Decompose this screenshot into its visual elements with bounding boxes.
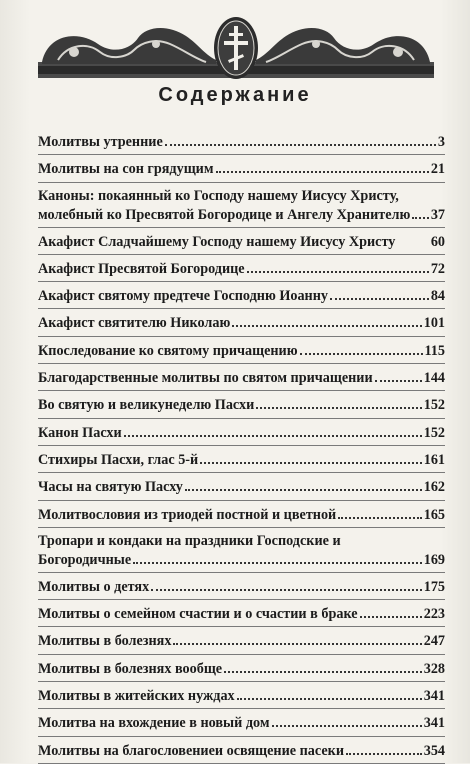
toc-entry — [38, 737, 445, 764]
dot-leader — [330, 287, 429, 300]
toc-entry-title-line1: Каноны: покаянный ко Господу нашему Иисусу Христу, — [38, 187, 399, 204]
toc-entry-page: 60 — [430, 233, 445, 250]
toc-entry-title: Молитвы в болезнях вообще — [38, 660, 223, 677]
toc-entry-page: 101 — [423, 315, 445, 332]
toc-entry-title-line2: Богородичные — [38, 551, 132, 568]
dot-leader — [247, 260, 429, 273]
dot-leader — [165, 133, 436, 146]
toc-entry-title: Молитвословия из триодей постной и цветной — [38, 506, 337, 523]
toc-entry-title: Молитвы на благословениеи освящение пасеки — [38, 742, 345, 759]
toc-entry-title: Молитвы о семейном счастии и о счастии в браке — [38, 606, 358, 623]
toc-entry-page: 152 — [423, 397, 445, 414]
toc-entry — [38, 473, 445, 500]
toc-entry — [38, 600, 445, 627]
toc-entry-page: 152 — [423, 424, 445, 441]
toc-entry-title-line2: молебный ко Пресвятой Богородице и Ангелу Хранителю — [38, 206, 411, 223]
dot-leader — [173, 632, 421, 645]
toc-entry — [38, 419, 445, 446]
toc-entry-page: 247 — [423, 633, 445, 650]
toc-entry-title: Во святую и великунеделю Пасхи — [38, 397, 255, 414]
header-ornament — [38, 14, 434, 84]
toc-entry-page: 21 — [430, 161, 445, 178]
toc-entry-title-line1: Тропари и кондаки на праздники Господские и — [38, 532, 341, 549]
toc-entry — [38, 337, 445, 364]
toc-entry-page: 84 — [430, 288, 445, 305]
dot-leader — [216, 160, 429, 173]
toc-entry-page: 144 — [423, 370, 445, 387]
dot-leader — [151, 578, 422, 591]
toc-entry-title: Молитвы на сон грядущим — [38, 161, 214, 178]
toc-entry-title: Часы на святую Пасху — [38, 479, 183, 496]
toc-entry-title: Стихиры Пасхи, глас 5-й — [38, 451, 199, 468]
dot-leader — [256, 396, 421, 409]
dot-leader — [133, 551, 422, 564]
dot-leader — [200, 451, 422, 464]
toc-entry-page: 341 — [423, 715, 445, 732]
dot-leader — [185, 478, 422, 491]
toc-entry — [38, 128, 445, 155]
page-title: Содержание — [158, 84, 312, 106]
toc-entry-page: 161 — [423, 451, 445, 468]
toc-entry — [38, 682, 445, 709]
toc-entry — [38, 228, 445, 255]
toc-entry — [38, 155, 445, 182]
toc-entry — [38, 282, 445, 309]
toc-entry-page: 354 — [423, 742, 445, 759]
dot-leader — [232, 314, 421, 327]
toc-entry — [38, 528, 445, 573]
toc-entry-page: 37 — [430, 206, 445, 223]
toc-entry-page: 341 — [423, 688, 445, 705]
dot-leader — [237, 687, 422, 700]
toc-entry-page: 72 — [430, 260, 445, 277]
dot-leader — [397, 235, 428, 246]
toc-entry-page: 169 — [423, 551, 445, 568]
dot-leader — [412, 206, 428, 219]
toc-entry — [38, 183, 445, 228]
dot-leader — [272, 714, 422, 727]
toc-entry — [38, 573, 445, 600]
dot-leader — [338, 506, 421, 519]
toc-entry-title: Акафист святому предтече Господню Иоанну — [38, 288, 329, 305]
dot-leader — [346, 742, 422, 755]
toc-entry-title: Канон Пасхи — [38, 424, 122, 441]
toc-entry — [38, 255, 445, 282]
dot-leader — [360, 605, 422, 618]
toc-entry-title: Акафист Сладчайшему Господу нашему Иисусу Христу — [38, 233, 396, 250]
toc-entry — [38, 501, 445, 528]
toc-entry-title: Молитвы в болезнях — [38, 633, 172, 650]
toc-entry — [38, 655, 445, 682]
toc-entry-page: 328 — [423, 660, 445, 677]
toc-entry — [38, 364, 445, 391]
dot-leader — [375, 369, 422, 382]
toc-entry — [38, 446, 445, 473]
toc-entry-title: Кпоследование ко святому причащению — [38, 342, 298, 359]
toc-entry-page: 175 — [423, 578, 445, 595]
toc-entry-title: Молитвы о детях — [38, 578, 150, 595]
toc-entry-title: Молитвы в житейских нуждах — [38, 688, 235, 705]
toc-entry-page: 3 — [437, 134, 445, 150]
toc-entry — [38, 627, 445, 654]
toc-entry-title: Акафист Пресвятой Богородице — [38, 260, 245, 277]
dot-leader — [300, 342, 423, 355]
toc-entry-title: Молитва на вхождение в новый дом — [38, 715, 270, 732]
toc-entry-page: 162 — [423, 479, 445, 496]
toc-entry-title: Молитвы утренние — [38, 134, 163, 150]
dot-leader — [224, 660, 422, 673]
dot-leader — [124, 424, 422, 437]
toc-entry — [38, 709, 445, 736]
toc-entry-title: Акафист святителю Николаю — [38, 315, 231, 332]
toc-entry-page: 115 — [424, 342, 445, 359]
toc-entry-title: Благодарственные молитвы по святом причащении — [38, 370, 373, 387]
toc-entry — [38, 309, 445, 336]
table-of-contents — [38, 128, 445, 764]
toc-entry — [38, 391, 445, 418]
toc-entry-page: 165 — [423, 506, 445, 523]
toc-entry-page: 223 — [423, 606, 445, 623]
